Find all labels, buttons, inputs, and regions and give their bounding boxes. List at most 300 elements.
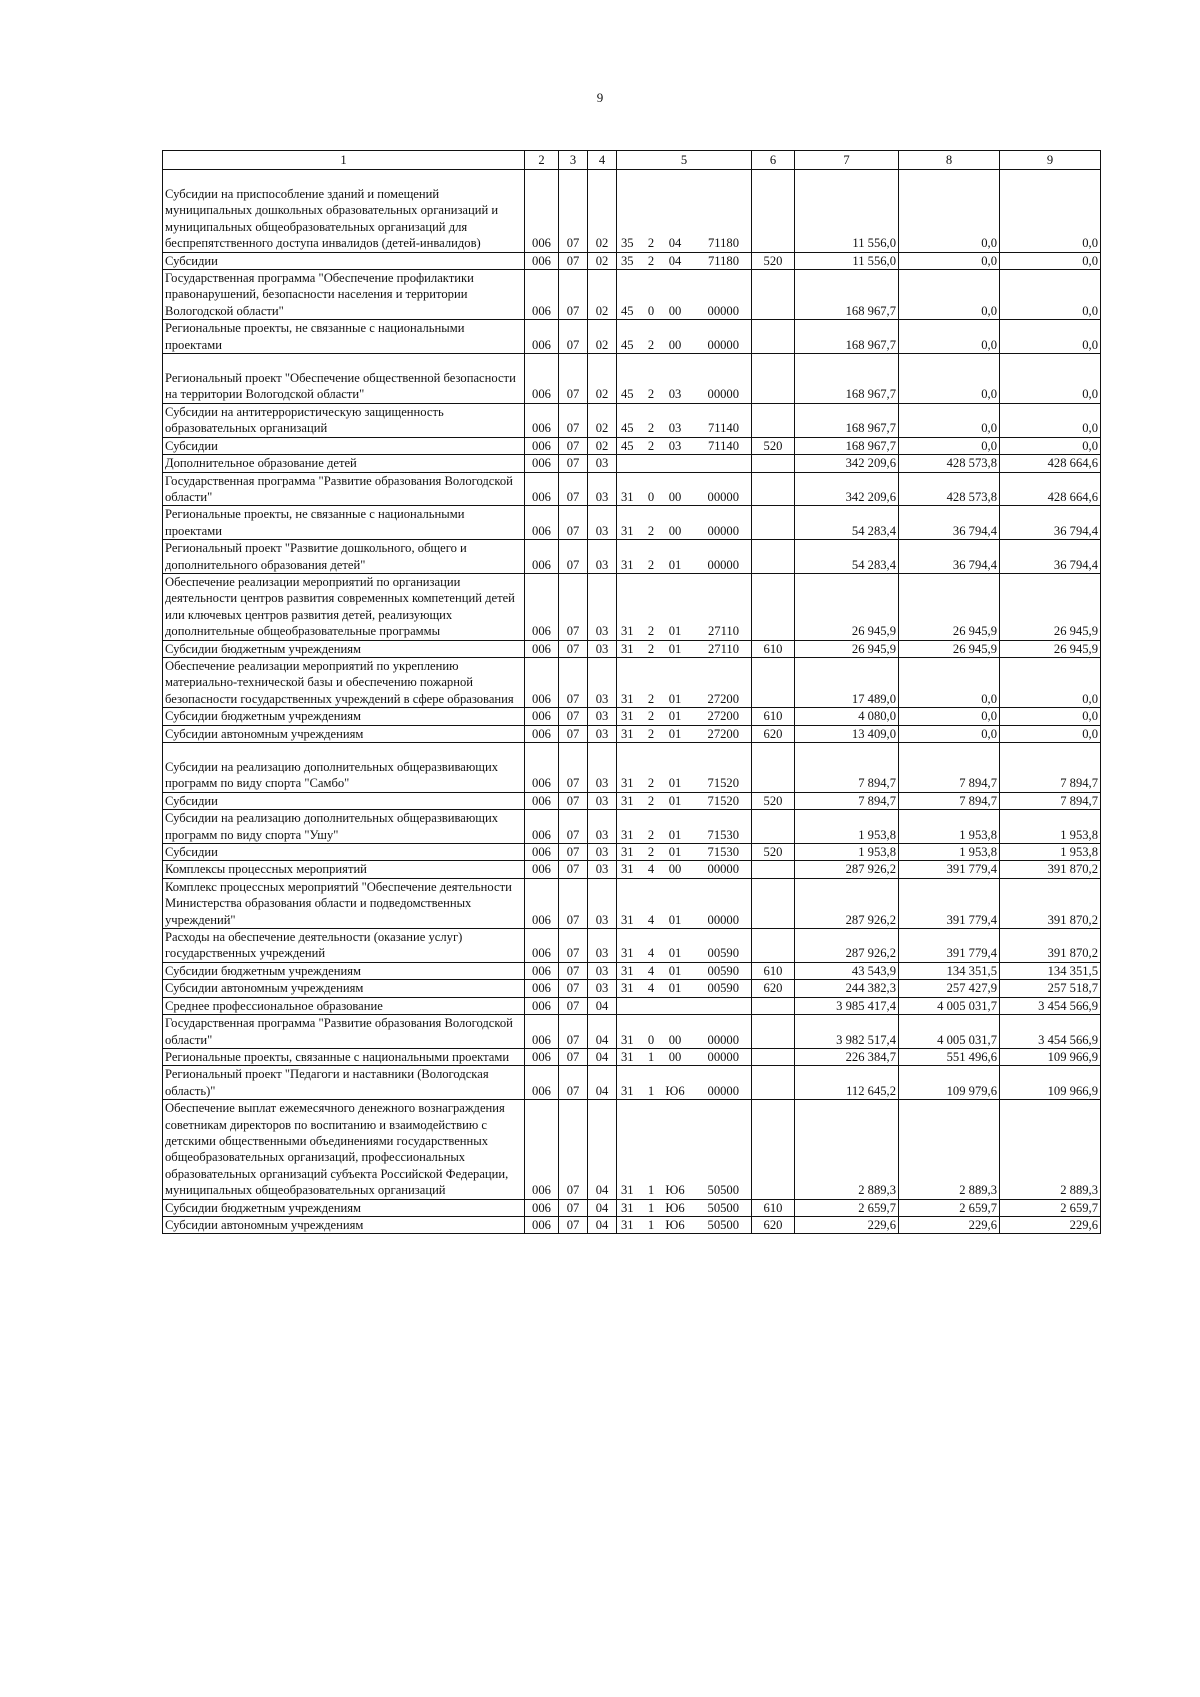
- row-amount-col-7: 26 945,9: [795, 573, 899, 640]
- header-col-3: 3: [559, 151, 588, 170]
- row-amount-col-8: 428 573,8: [899, 472, 1000, 506]
- row-expense-type: [752, 1100, 795, 1199]
- row-expense-type: 520: [752, 844, 795, 861]
- target-direction: 27200: [707, 726, 739, 741]
- row-expense-type: 620: [752, 980, 795, 997]
- row-grbs: 006: [525, 1216, 559, 1233]
- row-target-article: [617, 1100, 752, 1199]
- target-direction: 50500: [707, 1183, 739, 1198]
- target-project: 00: [668, 1032, 682, 1047]
- row-amount-col-8: 0,0: [899, 708, 1000, 725]
- row-grbs: 006: [525, 455, 559, 472]
- row-amount-col-9: 0,0: [1000, 708, 1101, 725]
- row-subsection: 02: [588, 403, 617, 437]
- row-grbs: 006: [525, 270, 559, 320]
- row-grbs: 006: [525, 743, 559, 793]
- table-row: [163, 1199, 1101, 1216]
- row-name: Региональные проекты, не связанные с национальными проектами: [163, 506, 525, 540]
- target-project: 01: [668, 963, 682, 978]
- target-direction: 71180: [707, 236, 739, 251]
- row-amount-col-8: 2 659,7: [899, 1199, 1000, 1216]
- row-amount-col-8: 4 005 031,7: [899, 1015, 1000, 1049]
- target-project: 03: [668, 438, 682, 453]
- row-amount-col-9: 391 870,2: [1000, 861, 1101, 878]
- target-type: 2: [647, 253, 655, 268]
- row-expense-type: [752, 743, 795, 793]
- row-name: Субсидии на антитеррористическую защищенность образовательных организаций: [163, 403, 525, 437]
- row-subsection: 03: [588, 929, 617, 963]
- target-project: 01: [668, 641, 682, 656]
- row-section: 07: [559, 354, 588, 404]
- row-amount-col-8: 0,0: [899, 320, 1000, 354]
- row-name: Субсидии на реализацию дополнительных общеразвивающих программ по виду спорта "Ушу": [163, 810, 525, 844]
- row-subsection: 03: [588, 472, 617, 506]
- row-name: Региональный проект "Педагоги и наставники (Вологодская область)": [163, 1066, 525, 1100]
- row-amount-col-7: 1 953,8: [795, 844, 899, 861]
- row-subsection: 03: [588, 878, 617, 928]
- row-grbs: 006: [525, 1015, 559, 1049]
- target-project: 01: [668, 946, 682, 961]
- row-amount-col-9: 0,0: [1000, 320, 1101, 354]
- header-col-8: 8: [899, 151, 1000, 170]
- row-amount-col-9: 229,6: [1000, 1216, 1101, 1233]
- row-expense-type: [752, 657, 795, 707]
- target-program: 31: [621, 523, 634, 538]
- target-direction: 27110: [707, 641, 739, 656]
- table-row: [163, 708, 1101, 725]
- row-amount-col-8: 428 573,8: [899, 455, 1000, 472]
- target-type: 2: [647, 421, 655, 436]
- row-subsection: 03: [588, 980, 617, 997]
- row-amount-col-7: 3 982 517,4: [795, 1015, 899, 1049]
- row-section: 07: [559, 455, 588, 472]
- row-expense-type: 610: [752, 708, 795, 725]
- row-amount-col-7: 11 556,0: [795, 252, 899, 269]
- row-target-article: [617, 792, 752, 809]
- row-amount-col-9: 2 659,7: [1000, 1199, 1101, 1216]
- row-target-article: [617, 252, 752, 269]
- row-amount-col-7: 342 209,6: [795, 472, 899, 506]
- target-project: 01: [668, 691, 682, 706]
- row-name: Субсидии на приспособление зданий и помещений муниципальных дошкольных образовательных организаций и муниципальных общеобразовательных организаций для беспрепятственного доступа инвалидов (детей-инвалидов): [163, 170, 525, 253]
- row-subsection: 03: [588, 792, 617, 809]
- table-row: [163, 640, 1101, 657]
- row-amount-col-7: 168 967,7: [795, 403, 899, 437]
- row-subsection: 03: [588, 725, 617, 742]
- row-subsection: 03: [588, 810, 617, 844]
- target-project: 01: [668, 624, 682, 639]
- row-section: 07: [559, 708, 588, 725]
- row-amount-col-7: 7 894,7: [795, 792, 899, 809]
- row-expense-type: [752, 354, 795, 404]
- row-name: Государственная программа "Развитие образования Вологодской области": [163, 472, 525, 506]
- row-expense-type: 620: [752, 1216, 795, 1233]
- row-expense-type: [752, 455, 795, 472]
- target-type: 2: [647, 709, 655, 724]
- row-amount-col-8: 4 005 031,7: [899, 997, 1000, 1014]
- target-type: 2: [647, 624, 655, 639]
- row-grbs: 006: [525, 1199, 559, 1216]
- target-program: 31: [621, 557, 634, 572]
- target-type: 2: [647, 236, 655, 251]
- target-project: 01: [668, 709, 682, 724]
- row-amount-col-8: 26 945,9: [899, 640, 1000, 657]
- target-program: 31: [621, 624, 634, 639]
- row-amount-col-9: 1 953,8: [1000, 810, 1101, 844]
- row-amount-col-8: 7 894,7: [899, 743, 1000, 793]
- row-expense-type: [752, 861, 795, 878]
- row-name: Расходы на обеспечение деятельности (оказание услуг) государственных учреждений: [163, 929, 525, 963]
- row-amount-col-7: 2 659,7: [795, 1199, 899, 1216]
- row-section: 07: [559, 1015, 588, 1049]
- table-row: [163, 1015, 1101, 1049]
- target-program: 31: [621, 709, 634, 724]
- target-project: 01: [668, 912, 682, 927]
- table-row: [163, 980, 1101, 997]
- row-subsection: 02: [588, 252, 617, 269]
- row-target-article: [617, 861, 752, 878]
- row-name: Дополнительное образование детей: [163, 455, 525, 472]
- target-program: 31: [621, 827, 634, 842]
- target-type: 1: [647, 1200, 655, 1215]
- row-amount-col-8: 0,0: [899, 354, 1000, 404]
- target-direction: 00590: [707, 946, 739, 961]
- row-section: 07: [559, 640, 588, 657]
- target-project: 01: [668, 557, 682, 572]
- row-amount-col-9: 0,0: [1000, 354, 1101, 404]
- row-expense-type: 520: [752, 252, 795, 269]
- target-program: 31: [621, 793, 634, 808]
- row-amount-col-8: 0,0: [899, 725, 1000, 742]
- target-direction: 00000: [707, 912, 739, 927]
- row-expense-type: [752, 1015, 795, 1049]
- target-direction: 00590: [707, 981, 739, 996]
- row-amount-col-9: 36 794,4: [1000, 506, 1101, 540]
- row-target-article: [617, 1015, 752, 1049]
- row-amount-col-7: 7 894,7: [795, 743, 899, 793]
- row-expense-type: [752, 878, 795, 928]
- row-subsection: 03: [588, 540, 617, 574]
- header-col-9: 9: [1000, 151, 1101, 170]
- row-section: 07: [559, 252, 588, 269]
- row-name: Субсидии бюджетным учреждениям: [163, 1199, 525, 1216]
- header-col-1: 1: [163, 151, 525, 170]
- target-type: 4: [647, 946, 655, 961]
- target-program: 31: [621, 1217, 634, 1232]
- row-amount-col-9: 7 894,7: [1000, 743, 1101, 793]
- row-amount-col-7: 244 382,3: [795, 980, 899, 997]
- row-target-article: [617, 725, 752, 742]
- target-type: 2: [647, 641, 655, 656]
- row-subsection: 04: [588, 1048, 617, 1065]
- row-amount-col-7: 342 209,6: [795, 455, 899, 472]
- row-amount-col-7: 168 967,7: [795, 320, 899, 354]
- row-target-article: [617, 403, 752, 437]
- table-body: [163, 170, 1101, 1234]
- target-program: 45: [621, 387, 634, 402]
- target-program: 31: [621, 1049, 634, 1064]
- row-amount-col-8: 36 794,4: [899, 506, 1000, 540]
- row-amount-col-9: 0,0: [1000, 170, 1101, 253]
- row-section: 07: [559, 1066, 588, 1100]
- row-subsection: 03: [588, 506, 617, 540]
- row-subsection: 03: [588, 743, 617, 793]
- row-amount-col-7: 1 953,8: [795, 810, 899, 844]
- header-col-6: 6: [752, 151, 795, 170]
- row-expense-type: 620: [752, 725, 795, 742]
- row-amount-col-8: 0,0: [899, 403, 1000, 437]
- row-amount-col-9: 26 945,9: [1000, 573, 1101, 640]
- row-grbs: 006: [525, 878, 559, 928]
- row-section: 07: [559, 506, 588, 540]
- row-amount-col-9: 26 945,9: [1000, 640, 1101, 657]
- row-subsection: 04: [588, 1015, 617, 1049]
- row-section: 07: [559, 270, 588, 320]
- target-type: 2: [647, 387, 655, 402]
- row-target-article: [617, 980, 752, 997]
- row-subsection: 03: [588, 573, 617, 640]
- row-section: 07: [559, 540, 588, 574]
- target-project: 00: [668, 1049, 682, 1064]
- row-grbs: 006: [525, 810, 559, 844]
- target-project: Ю6: [665, 1200, 685, 1215]
- row-amount-col-8: 229,6: [899, 1216, 1000, 1233]
- row-section: 07: [559, 725, 588, 742]
- row-section: 07: [559, 472, 588, 506]
- target-program: 31: [621, 1183, 634, 1198]
- row-name: Субсидии автономным учреждениям: [163, 1216, 525, 1233]
- row-subsection: 04: [588, 1100, 617, 1199]
- row-grbs: 006: [525, 1100, 559, 1199]
- target-type: 1: [647, 1217, 655, 1232]
- target-type: 4: [647, 862, 655, 877]
- table-row: [163, 962, 1101, 979]
- target-direction: 27200: [707, 709, 739, 724]
- target-direction: 71140: [707, 438, 739, 453]
- row-name: Региональные проекты, не связанные с национальными проектами: [163, 320, 525, 354]
- row-amount-col-7: 4 080,0: [795, 708, 899, 725]
- row-grbs: 006: [525, 573, 559, 640]
- row-section: 07: [559, 1048, 588, 1065]
- page-number: 9: [596, 90, 604, 105]
- target-program: 31: [621, 862, 634, 877]
- row-amount-col-7: 287 926,2: [795, 929, 899, 963]
- row-grbs: 006: [525, 403, 559, 437]
- target-type: 4: [647, 912, 655, 927]
- row-expense-type: 610: [752, 962, 795, 979]
- row-amount-col-9: 257 518,7: [1000, 980, 1101, 997]
- target-type: 2: [647, 691, 655, 706]
- target-direction: 00000: [707, 557, 739, 572]
- target-program: 31: [621, 726, 634, 741]
- target-program: 31: [621, 1200, 634, 1215]
- row-subsection: 04: [588, 1216, 617, 1233]
- row-section: 07: [559, 403, 588, 437]
- row-target-article: [617, 573, 752, 640]
- table-row: [163, 320, 1101, 354]
- target-type: 0: [647, 303, 655, 318]
- table-row: [163, 270, 1101, 320]
- row-grbs: 006: [525, 708, 559, 725]
- table-row: [163, 1100, 1101, 1199]
- row-expense-type: 520: [752, 437, 795, 454]
- row-amount-col-9: 0,0: [1000, 252, 1101, 269]
- row-name: Региональный проект "Развитие дошкольного, общего и дополнительного образования детей": [163, 540, 525, 574]
- table-row: [163, 506, 1101, 540]
- row-amount-col-7: 168 967,7: [795, 270, 899, 320]
- table-row: [163, 929, 1101, 963]
- row-target-article: [617, 472, 752, 506]
- row-amount-col-7: 168 967,7: [795, 437, 899, 454]
- target-direction: 71520: [707, 776, 739, 791]
- row-name: Субсидии: [163, 792, 525, 809]
- row-amount-col-7: 112 645,2: [795, 1066, 899, 1100]
- row-amount-col-7: 287 926,2: [795, 878, 899, 928]
- target-direction: 71180: [707, 253, 739, 268]
- row-grbs: 006: [525, 980, 559, 997]
- table-row: [163, 540, 1101, 574]
- row-target-article: [617, 270, 752, 320]
- row-target-article: [617, 320, 752, 354]
- header-col-7: 7: [795, 151, 899, 170]
- row-grbs: 006: [525, 1066, 559, 1100]
- row-section: 07: [559, 997, 588, 1014]
- target-project: 00: [668, 862, 682, 877]
- row-target-article: [617, 1216, 752, 1233]
- target-direction: 71140: [707, 421, 739, 436]
- target-direction: 00000: [707, 1032, 739, 1047]
- target-type: 2: [647, 438, 655, 453]
- table-row: [163, 573, 1101, 640]
- table-row: [163, 792, 1101, 809]
- row-amount-col-9: 0,0: [1000, 403, 1101, 437]
- row-expense-type: 610: [752, 640, 795, 657]
- target-project: 01: [668, 845, 682, 860]
- row-name: Субсидии автономным учреждениям: [163, 980, 525, 997]
- target-direction: 27200: [707, 691, 739, 706]
- row-amount-col-7: 2 889,3: [795, 1100, 899, 1199]
- row-name: Среднее профессиональное образование: [163, 997, 525, 1014]
- row-amount-col-8: 0,0: [899, 437, 1000, 454]
- target-type: 2: [647, 827, 655, 842]
- target-project: 03: [668, 421, 682, 436]
- row-target-article: [617, 878, 752, 928]
- target-program: 45: [621, 337, 634, 352]
- target-type: 2: [647, 793, 655, 808]
- row-name: Субсидии: [163, 437, 525, 454]
- row-section: 07: [559, 810, 588, 844]
- row-name: Субсидии: [163, 252, 525, 269]
- row-target-article: [617, 640, 752, 657]
- target-direction: 00000: [707, 387, 739, 402]
- row-name: Обеспечение выплат ежемесячного денежного вознаграждения советникам директоров по воспитанию и взаимодействию с детскими общественными объединениями государственных общеобразовательных организаций, профессиональных образовательных организаций субъекта Российской Федерации, муниципальных общеобразовательных организаций: [163, 1100, 525, 1199]
- table-row: [163, 861, 1101, 878]
- target-direction: 71520: [707, 793, 739, 808]
- row-target-article: [617, 997, 752, 1014]
- target-project: 01: [668, 776, 682, 791]
- target-project: 01: [668, 981, 682, 996]
- row-grbs: 006: [525, 929, 559, 963]
- row-amount-col-9: 391 870,2: [1000, 929, 1101, 963]
- row-grbs: 006: [525, 472, 559, 506]
- row-grbs: 006: [525, 1048, 559, 1065]
- target-program: 31: [621, 845, 634, 860]
- row-target-article: [617, 506, 752, 540]
- table-row: [163, 252, 1101, 269]
- row-subsection: 03: [588, 962, 617, 979]
- target-direction: 00000: [707, 862, 739, 877]
- row-amount-col-9: 391 870,2: [1000, 878, 1101, 928]
- row-amount-col-7: 17 489,0: [795, 657, 899, 707]
- row-amount-col-9: 3 454 566,9: [1000, 997, 1101, 1014]
- row-section: 07: [559, 980, 588, 997]
- row-subsection: 03: [588, 861, 617, 878]
- row-name: Обеспечение реализации мероприятий по укреплению материально-технической базы и обеспечению пожарной безопасности государственных учреждений в сфере образования: [163, 657, 525, 707]
- header-col-5: 5: [617, 151, 752, 170]
- row-amount-col-8: 257 427,9: [899, 980, 1000, 997]
- target-program: 31: [621, 776, 634, 791]
- row-expense-type: [752, 997, 795, 1014]
- row-subsection: 02: [588, 320, 617, 354]
- table-row: [163, 997, 1101, 1014]
- row-name: Государственная программа "Развитие образования Вологодской области": [163, 1015, 525, 1049]
- row-section: 07: [559, 573, 588, 640]
- row-name: Государственная программа "Обеспечение профилактики правонарушений, безопасности населения и территории Вологодской области": [163, 270, 525, 320]
- row-amount-col-8: 1 953,8: [899, 810, 1000, 844]
- row-amount-col-7: 11 556,0: [795, 170, 899, 253]
- row-amount-col-7: 226 384,7: [795, 1048, 899, 1065]
- table-row: [163, 810, 1101, 844]
- row-subsection: 02: [588, 437, 617, 454]
- target-type: 2: [647, 726, 655, 741]
- row-subsection: 02: [588, 270, 617, 320]
- row-target-article: [617, 810, 752, 844]
- row-grbs: 006: [525, 506, 559, 540]
- row-target-article: [617, 170, 752, 253]
- row-amount-col-8: 0,0: [899, 252, 1000, 269]
- target-project: 04: [668, 253, 682, 268]
- row-grbs: 006: [525, 320, 559, 354]
- row-target-article: [617, 1199, 752, 1216]
- row-target-article: [617, 929, 752, 963]
- row-amount-col-8: 109 979,6: [899, 1066, 1000, 1100]
- target-project: 01: [668, 726, 682, 741]
- row-amount-col-9: 2 889,3: [1000, 1100, 1101, 1199]
- target-program: 31: [621, 981, 634, 996]
- target-direction: 71530: [707, 845, 739, 860]
- target-direction: 00000: [707, 337, 739, 352]
- row-subsection: 04: [588, 997, 617, 1014]
- row-expense-type: [752, 810, 795, 844]
- target-direction: 00590: [707, 963, 739, 978]
- row-grbs: 006: [525, 861, 559, 878]
- target-direction: 00000: [707, 1083, 739, 1098]
- row-expense-type: [752, 929, 795, 963]
- table-row: [163, 725, 1101, 742]
- target-type: 2: [647, 776, 655, 791]
- row-grbs: 006: [525, 437, 559, 454]
- row-amount-col-9: 109 966,9: [1000, 1066, 1101, 1100]
- row-expense-type: [752, 403, 795, 437]
- target-type: 0: [647, 489, 655, 504]
- row-grbs: 006: [525, 997, 559, 1014]
- target-program: 31: [621, 1032, 634, 1047]
- target-program: 31: [621, 1083, 634, 1098]
- target-direction: 00000: [707, 303, 739, 318]
- target-type: 0: [647, 1032, 655, 1047]
- target-direction: 27110: [707, 624, 739, 639]
- target-project: Ю6: [665, 1083, 685, 1098]
